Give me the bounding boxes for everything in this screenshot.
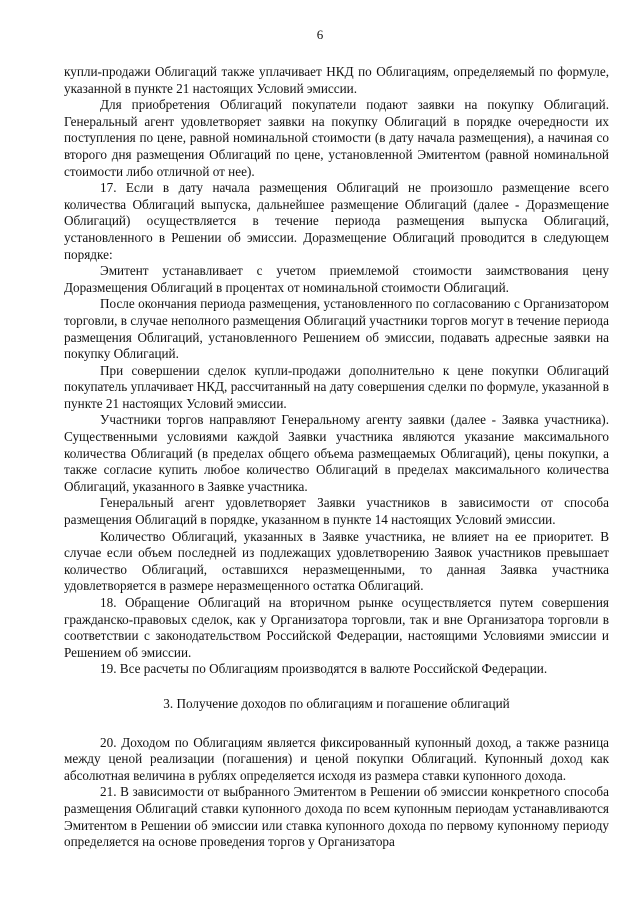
paragraph: Количество Облигаций, указанных в Заявке участника, не влияет на ее приоритет. В случае если объем последней из подлежащих удовлетворению Заявок участников превышает количество Облигаций, оставшихся неразмещенными, то данная Заявка участника удовлетворяется в размере неразмещенного остатка Облигаций. [64,528,609,594]
paragraph: Участники торгов направляют Генеральному агенту заявки (далее - Заявка участника). Существенными условиями каждой Заявки участника являются указание максимального количества Облигаций (в пределах общего объема размещаемых Облигаций), цены покупки, а также согласие купить любое количество Облигаций в пределах максимального количества Облигаций, указанного в Заявке участника. [64,412,609,494]
paragraph: При совершении сделок купли-продажи дополнительно к цене покупки Облигаций покупатель уплачивает НКД, рассчитанный на дату совершения сделки по формуле, указанной в пункте 21 настоящих Условий эмиссии. [64,362,609,411]
paragraph: 20. Доходом по Облигациям является фиксированный купонный доход, а также разница между ценой реализации (погашения) и ценой покупки Облигаций. Купонный доход как абсолютная величина в рублях определяется исходя из размера ставки купонного дохода. [64,734,609,783]
paragraph: Генеральный агент удовлетворяет Заявки участников в зависимости от способа размещения Облигаций в порядке, указанном в пункте 14 настоящих Условий эмиссии. [64,495,609,528]
paragraph: 18. Обращение Облигаций на вторичном рынке осуществляется путем совершения гражданско-правовых сделок, как у Организатора торговли, так и вне Организатора торговли в соответствии с законодательством Российской Федерации, настоящими Условиями эмиссии и Решением об эмиссии. [64,595,609,660]
paragraph: После окончания периода размещения, установленного по согласованию с Организатором торговли, в случае неполного размещения Облигаций участники торгов могут в течение периода размещения Облигаций, установленного Решением об эмиссии, подавать адресные заявки на покупку Облигаций. [64,296,609,362]
paragraph: 19. Все расчеты по Облигациям производятся в валюте Российской Федерации. [100,661,548,677]
paragraph: купли-продажи Облигаций также уплачивает НКД по Облигациям, определяемый по формуле, указанной в пункте 21 настоящих Условий эмиссии. [64,64,609,96]
paragraphs-before-heading [64,64,609,678]
paragraph: Эмитент устанавливает с учетом приемлемой стоимости заимствования цену Доразмещения Облигаций в процентах от номинальной стоимости Облигаций. [64,263,609,295]
paragraphs-after-heading [64,735,609,851]
paragraph: 17. Если в дату начала размещения Облигаций не произошло размещение всего количества Облигаций выпуска, дальнейшее размещение Облигаций (далее - Доразмещение Облигаций) осуществляется в течение периода размещения выпуска Облигаций, установленного в Решении об эмиссии. Доразмещение Облигаций проводится в следующем порядке: [64,180,609,262]
section-heading: 3. Получение доходов по облигациям и погашение облигаций [163,695,510,711]
paragraph: Для приобретения Облигаций покупатели подают заявки на покупку Облигаций. Генеральный агент удовлетворяет заявки на покупку Облигаций в порядке очередности их поступления по цене, равной номинальной стоимости (в дату начала размещения), а начиная со второго дня размещения Облигаций по цене, установленной Эмитентом (равной номинальной стоимости либо отличной от нее). [64,97,609,179]
page-number: 6 [316,27,324,42]
document-body [64,64,609,851]
paragraph: 21. В зависимости от выбранного Эмитентом в Решении об эмиссии конкретного способа размещения Облигаций ставки купонного дохода по всем купонным периодам устанавливаются Эмитентом в Решении об эмиссии или ставка купонного дохода по первому купонному периоду определяется на основе проведения торгов у Организатора [64,784,609,850]
